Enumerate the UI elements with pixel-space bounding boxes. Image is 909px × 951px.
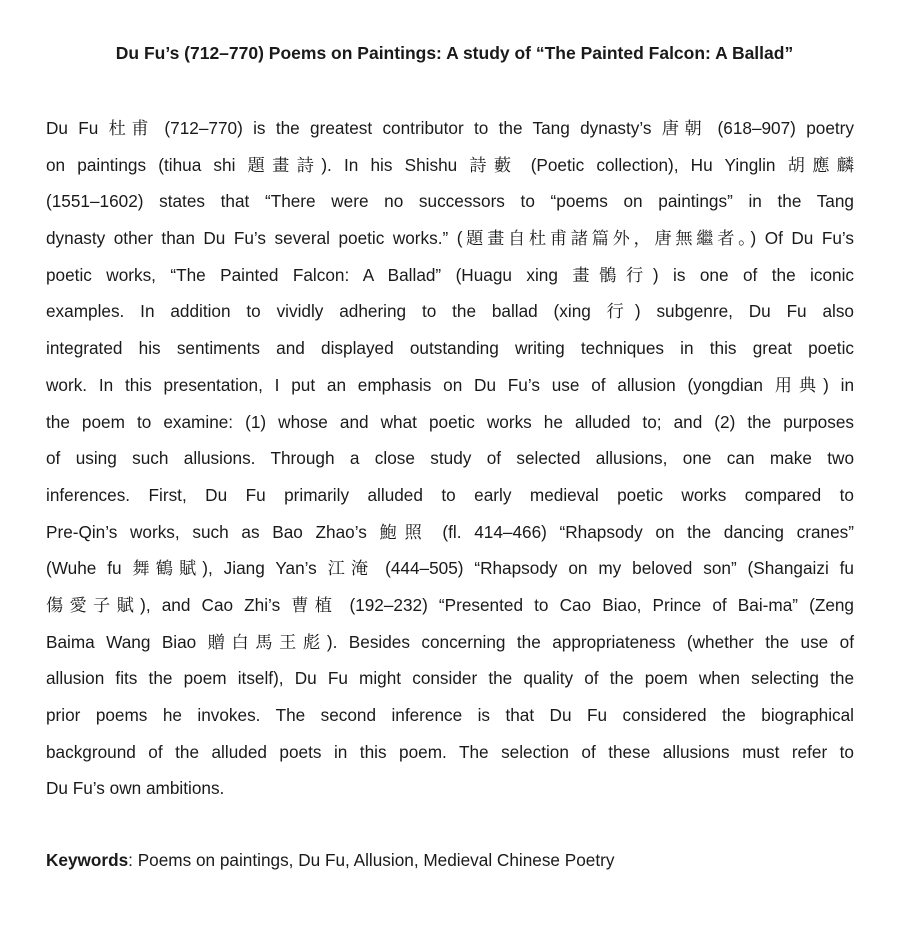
- abstract-line: poetic works, “The Painted Falcon: A Ballad” (Huagu xing 畫鶻行) is one of the iconic: [46, 264, 854, 285]
- keywords-line: [46, 846, 614, 874]
- abstract-line: dynasty other than Du Fu’s several poetic works.” (題畫自杜甫諸篇外，唐無繼者。) Of Du Fu’s: [46, 228, 854, 249]
- abstract-body: [46, 110, 854, 807]
- abstract-line: of using such allusions. Through a close study of selected allusions, one can make two: [46, 448, 854, 469]
- abstract-line: (Wuhe fu 舞鶴賦), Jiang Yan’s 江淹 (444–505) “Rhapsody on my beloved son” (Shangaizi fu: [46, 558, 854, 579]
- abstract-line: Baima Wang Biao 贈白馬王彪). Besides concerning the appropriateness (whether the use of: [46, 631, 854, 652]
- keywords-text: : Poems on paintings, Du Fu, Allusion, Medieval Chinese Poetry: [128, 850, 615, 870]
- paper-title: Du Fu’s (712–770) Poems on Paintings: A study of “The Painted Falcon: A Ballad”: [115, 43, 794, 63]
- abstract-line: 傷愛子賦), and Cao Zhi’s 曹植 (192–232) “Presented to Cao Biao, Prince of Bai-ma” (Zeng: [46, 594, 854, 615]
- abstract-line: Pre-Qin’s works, such as Bao Zhao’s 鮑照 (fl. 414–466) “Rhapsody on the dancing cranes”: [46, 521, 854, 542]
- abstract-line: the poem to examine: (1) whose and what poetic works he alluded to; and (2) the purposes: [46, 411, 854, 432]
- abstract-line: work. In this presentation, I put an emphasis on Du Fu’s use of allusion (yongdian 用典) in: [46, 374, 854, 395]
- abstract-line: examples. In addition to vividly adhering to the ballad (xing 行) subgenre, Du Fu also: [46, 301, 854, 322]
- abstract-line: (1551–1602) states that “There were no successors to “poems on paintings” in the Tang: [46, 191, 854, 212]
- abstract-line: on paintings (tihua shi 題畫詩). In his Shishu 詩藪 (Poetic collection), Hu Yinglin 胡應麟: [46, 154, 854, 175]
- abstract-line: prior poems he invokes. The second inference is that Du Fu considered the biographical: [46, 705, 854, 725]
- abstract-line: Du Fu’s own ambitions.: [46, 778, 225, 799]
- abstract-line: inferences. First, Du Fu primarily alluded to early medieval poetic works compared to: [46, 484, 854, 505]
- abstract-line: allusion fits the poem itself), Du Fu might consider the quality of the poem when selecting the: [46, 668, 854, 689]
- abstract-line: Du Fu 杜甫 (712–770) is the greatest contributor to the Tang dynasty’s 唐朝 (618–907) poetry: [46, 118, 854, 138]
- abstract-line: background of the alluded poets in this poem. The selection of these allusions must refer to: [46, 741, 854, 762]
- abstract-line: integrated his sentiments and displayed outstanding writing techniques in this great poetic: [46, 338, 854, 359]
- keywords-label: Keywords: [46, 850, 129, 870]
